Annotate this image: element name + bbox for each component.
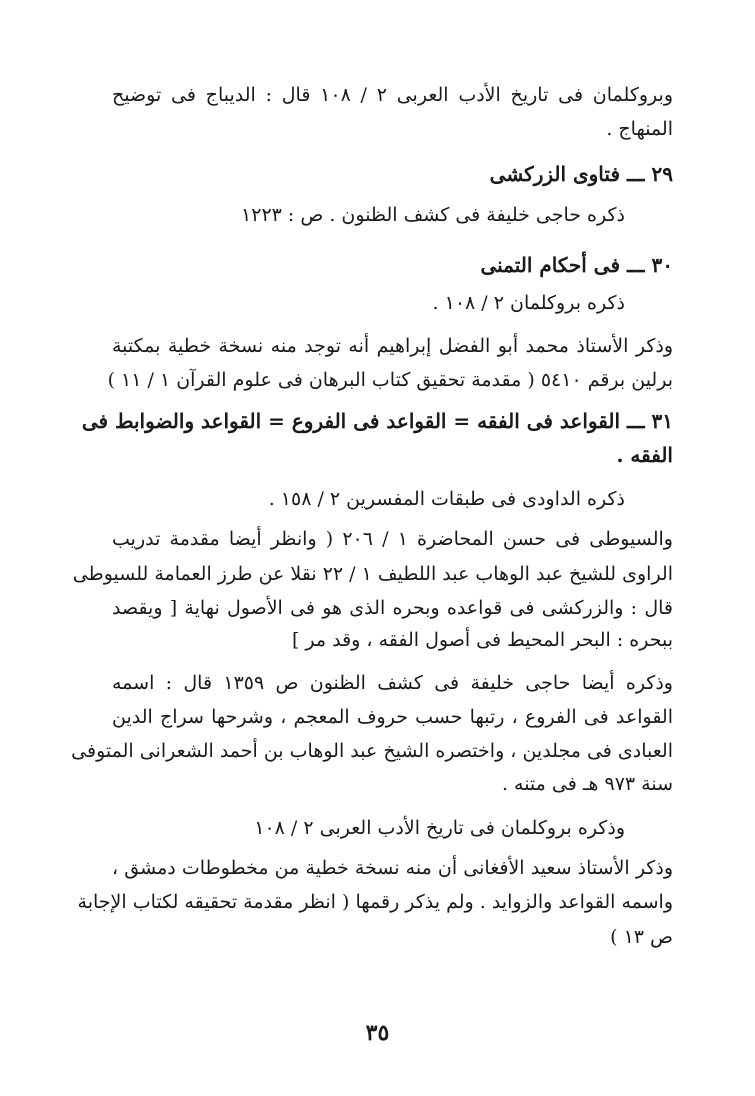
text-line-1: وبروكلمان فى تاريخ الأدب العربى ٢ / ١٠٨ قال : الديباج فى توضيح: [112, 84, 673, 106]
text-line-8: والسيوطى فى حسن المحاضرة ١ / ٢٠٦ ( وانظر أيضا مقدمة تدريب: [112, 528, 673, 550]
entry-heading-31: ٣١ ـــ القواعد فى الفقه = القواعد فى الفروع = القواعد والضوابط فى: [81, 409, 673, 433]
text-line-9: الراوى للشيخ عبد الوهاب عبد اللطيف ١ / ٢٢ نقلا عن طرز العمامة للسيوطى: [72, 563, 673, 585]
text-line-16: وذكره بروكلمان فى تاريخ الأدب العربى ٢ / ١٠٨: [254, 817, 625, 839]
text-line-18: واسمه القواعد والزوايد . ولم يذكر رقمها ( انظر مقدمة تحقيقه لكتاب الإجابة: [77, 891, 673, 913]
text-line-2: المنهاج .: [606, 118, 673, 140]
entry-heading-31-continued: الفقه .: [616, 443, 673, 467]
entry-heading-30: ٣٠ ـــ فى أحكام التمنى: [480, 253, 673, 277]
text-line-11: ببحره : البحر المحيط فى أصول الفقه ، وقد مر ]: [291, 629, 673, 651]
text-line-12: وذكره أيضا حاجى خليفة فى كشف الظنون ص ١٣٥٩ قال : اسمه: [112, 672, 673, 694]
text-line-6: برلين برقم ٥٤١٠ ( مقدمة تحقيق كتاب البرهان فى علوم القرآن ١ / ١١ ): [107, 369, 673, 391]
page-number: ٣٥: [365, 1020, 390, 1046]
entry-heading-29: ٢٩ ـــ فتاوى الزركشى: [489, 162, 673, 186]
text-line-7: ذكره الداودى فى طبقات المفسرين ٢ / ١٥٨ .: [268, 488, 625, 510]
text-line-3: ذكره حاجى خليفة فى كشف الظنون . ص : ١٢٢٣: [241, 204, 625, 226]
text-line-10: قال : والزركشى فى قواعده وبحره الذى هو فى الأصول نهاية [ ويقصد: [112, 597, 673, 619]
text-line-5: وذكر الأستاذ محمد أبو الفضل إبراهيم أنه توجد منه نسخة خطية بمكتبة: [112, 335, 673, 357]
text-line-19: ص ١٣ ): [610, 926, 673, 948]
text-line-15: سنة ٩٧٣ هـ فى متنه .: [501, 773, 673, 795]
text-line-4: ذكره بروكلمان ٢ / ١٠٨ .: [432, 292, 625, 314]
text-line-14: العبادى فى مجلدين ، واختصره الشيخ عبد الوهاب بن أحمد الشعرانى المتوفى: [71, 740, 673, 762]
text-line-17: وذكر الأستاذ سعيد الأفغانى أن منه نسخة خطية من مخطوطات دمشق ،: [112, 857, 673, 879]
text-line-13: القواعد فى الفروع ، رتبها حسب حروف المعجم ، وشرحها سراج الدين: [112, 706, 673, 728]
